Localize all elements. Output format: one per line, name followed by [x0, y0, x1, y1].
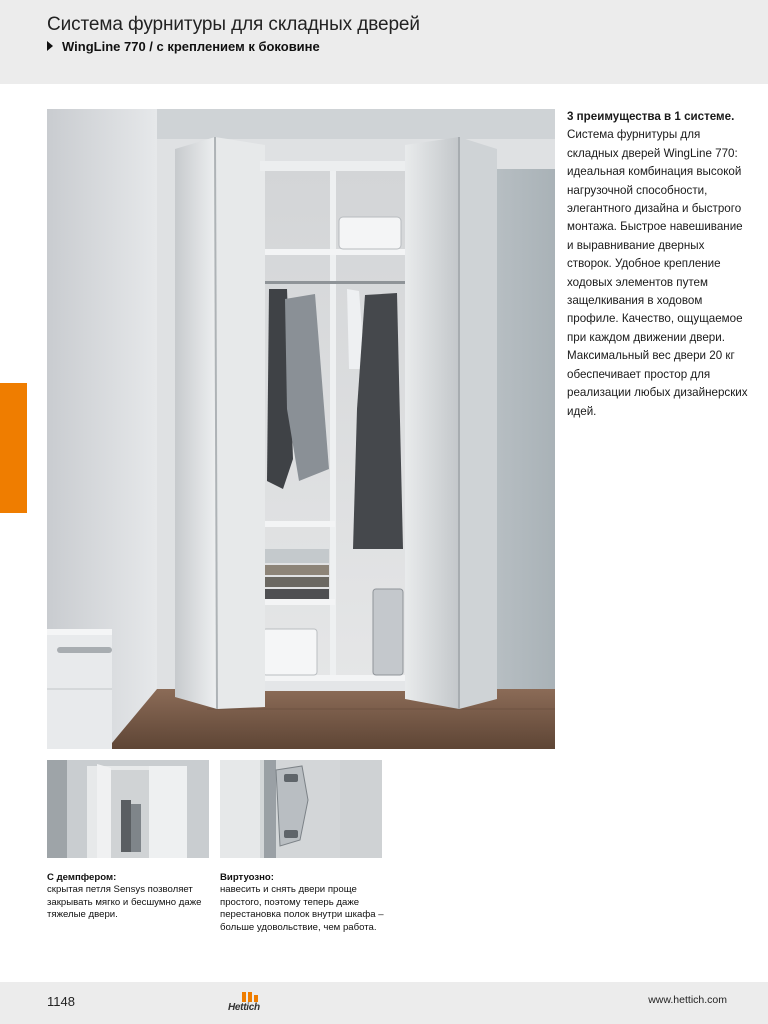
logo-text: Hettich	[228, 1002, 260, 1013]
page-footer	[0, 982, 768, 1024]
caption-damper-title: С демпфером:	[47, 872, 117, 883]
triangle-right-icon	[47, 41, 53, 51]
website-link[interactable]: www.hettich.com	[648, 994, 727, 1006]
caption-virtuoso-text: навесить и снять двери проще простого, поэтому теперь даже перестановка полок внутри шкафа – больше удовольствие, чем работа.	[220, 884, 384, 933]
caption-virtuoso	[220, 872, 385, 934]
page-header	[0, 0, 768, 84]
wardrobe-illustration	[47, 109, 555, 749]
caption-damper-text: скрытая петля Sensys позволяет закрывать мягко и бесшумно даже тяжелые двери.	[47, 884, 202, 921]
cabinet-thumbnail-illustration	[47, 760, 209, 858]
description-text	[567, 108, 752, 421]
caption-virtuoso-title: Виртуозно:	[220, 872, 274, 883]
subtitle-text: WingLine 770 / с креплением к боковине	[62, 39, 320, 54]
thumbnail-photo-hinge	[220, 760, 382, 858]
main-photo-wardrobe	[47, 109, 555, 749]
section-tab-marker	[0, 383, 27, 513]
page-title: Система фурнитуры для складных дверей	[47, 14, 420, 35]
hinge-thumbnail-illustration	[220, 760, 382, 858]
thumbnail-photo-cabinet	[47, 760, 209, 858]
page-subtitle	[47, 39, 320, 54]
hettich-logo-icon	[228, 990, 272, 1018]
caption-damper	[47, 872, 212, 922]
description-body: Система фурнитуры для складных дверей WingLine 770: идеальная комбинация высокой нагрузочной способности, элегантного дизайна и быстрого монтажа. Быстрое навешивание и выравнивание дверных створок. Удобное крепление ходовых элементов путем защелкивания в ходовом профиле. Качество, ощущаемое при каждом движении двери. Максимальный вес двери 20 кг обеспечивает простор для реализации любых дизайнерских идей.	[567, 128, 748, 418]
description-lead: 3 преимущества в 1 системе.	[567, 110, 735, 123]
page-number: 1148	[47, 994, 75, 1009]
